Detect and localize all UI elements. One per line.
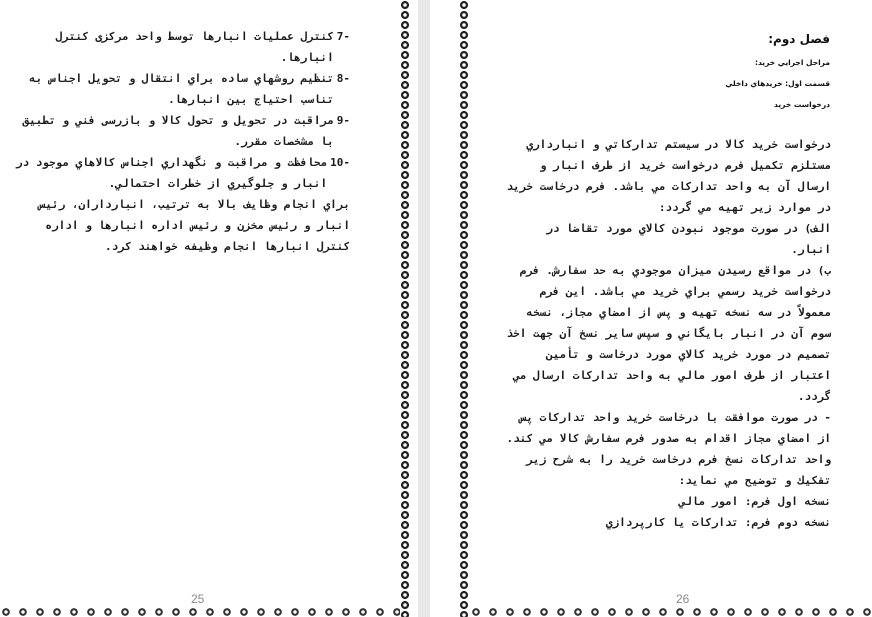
page-number-right: 26 [676,592,690,606]
page-number-left: 25 [191,592,205,606]
chapter-title: فصل دوم: [768,32,830,46]
list-item [12,68,350,110]
list-item-text: تنظیم روشهاي ساده براي انتقال و تحویل اجناس به تناسب احتیاج بین انبارها. [29,72,334,106]
list-item-number: -9 [336,114,350,127]
left-page-text [12,26,350,257]
list-item [12,26,350,68]
paragraph: براي انجام وظایف بالا به ترتیب، انبارداران، رئیس انبار و رئیس مخزن و رئیس اداره انبارها و اداره کنترل انبارها انجام وظیفه خواهند کرد. [38,198,350,253]
list-item-number: -7 [336,30,350,43]
paragraph: - در صورت موافقت با درخاست خرید واحد تداركات پس از امضاي مجاز اقدام به صدور فرم سفارش كالا مي كند. [506,411,831,445]
right-page-chain-border [460,0,468,617]
section-subheading: قسمت اول: خریدهاي داخلي [725,79,830,88]
right-page-bottom-border [470,607,872,617]
left-page-chain-border [401,0,409,617]
left-page-bottom-border [0,607,400,617]
paragraph: نسخه دوم فرم: تداركات یا كارپردازي [605,516,831,529]
list-item-number: -10 [330,156,350,169]
right-page-text [505,134,831,533]
list-item-text: محافظت و مراقبت و نگهداري اجناس کالاهاي موجود در انبار و جلوگیري از خطرات احتمالي. [15,156,328,190]
list-item-text: مراقبت در تحویل و تحول کالا و بازرسی فني و تطبیق با مشخصات مقرر. [22,114,334,148]
list-item-text: کنترل عملیات انبارها توسط واحد مرکزی کنترل انبارها. [55,30,334,64]
paragraph: ب) در مواقع رسیدن میزان موجودي به حد سفارش. فرم درخواست خرید رسمي براي خرید مي باشد. این فرم معمولاً در سه نسخه تهیه و پس از امضاي مجاز، نسخه سوم آن در انبار بایگاني و سپس سایر نسخ آن جهت اخذ تصمیم در مورد خرید كالاي مورد درخاست و تأمین اعتبار از طرف امور مالي به واحد تداركات ارسال مي گردد. [506,264,831,403]
list-item [12,152,350,194]
section-subheading: مراحل اجرایي خرید: [754,58,830,67]
paragraph: الف) در صورت موجود نبودن كالاي مورد تقاضا در انبار. [546,222,831,256]
section-subheading: درخواست خرید [774,100,830,109]
list-item [12,110,350,152]
paragraph: واحد تداركات نسخ فرم درخاست خرید را به شرح زیر تفكیك و توضیح مي نماید: [526,453,831,487]
book-gutter [418,0,430,617]
paragraph: نسخه اول فرم: امور مالي [678,495,831,508]
paragraph: درخواست خرید کالا در سیستم تداركاتي و انبارداري مستلزم تكمیل فرم درخواست خرید از طرف انبار و ارسال آن به واحد تداركات مي باشد. فرم درخاست خرید در موارد زیر تهیه مي گردد: [506,138,831,214]
list-item-number: -8 [336,72,350,85]
